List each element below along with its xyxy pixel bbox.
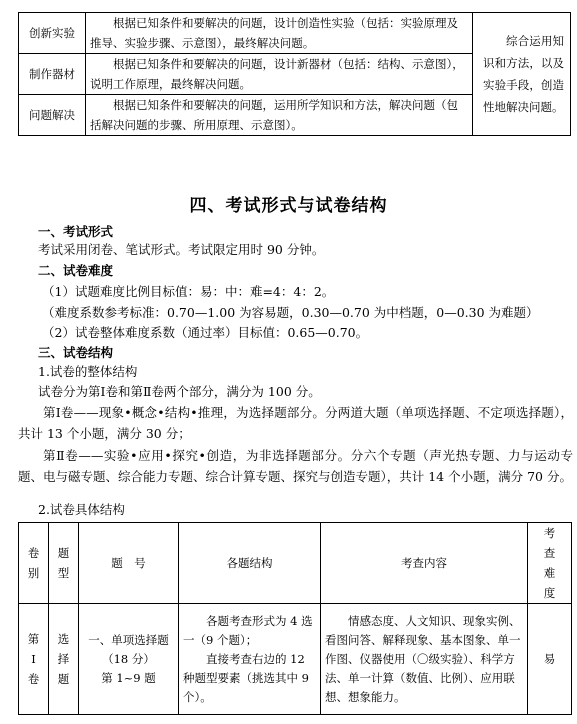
structure-text: 直接考查右边的 12 种题型要素（挑选其中 9 个）。 [183, 651, 309, 704]
volume-cell: 第Ⅰ卷 [19, 604, 49, 715]
subsection-heading: 2.试卷具体结构 [38, 502, 125, 517]
competency-table [18, 12, 571, 136]
part1-text: 第Ⅰ卷——现象•概念•结构•推理，为选择题部分。分两道大题（单项选择题、不定项选择题），共计 13 个小题，满分 30 分； [18, 405, 573, 441]
header-cell: 题 号 [79, 523, 179, 604]
goal-cell: 综合运用知识和方法，以及实验手段，创造性地解决问题。 [473, 13, 571, 136]
number-line: 一、单项选择题 [88, 632, 169, 647]
header-cell: 各题结构 [179, 523, 321, 604]
structure-cell [179, 604, 321, 715]
category-cell: 问题解决 [19, 95, 86, 136]
header-cell: 考查内容 [321, 523, 528, 604]
subsection-heading: 1.试卷的整体结构 [38, 364, 138, 379]
description-cell: 根据已知条件和要解决的问题，运用所学知识和方法，解决问题（包括解决问题的步骤、所用原理、示意图）。 [86, 95, 473, 136]
description-cell: 根据已知条件和要解决的问题，设计新器材（包括：结构、示意图），说明工作原理，最终解决问题。 [86, 54, 473, 95]
number-line: 第 1~9 题 [101, 670, 156, 685]
paper-structure-table [18, 522, 572, 715]
overall-difficulty-text: （2）试卷整体难度系数（通过率）目标值：0.65—0.70。 [42, 325, 369, 340]
difficulty-standard-text: （难度系数参考标准：0.70—1.00 为容易题，0.30—0.70 为中档题，0—0.30 为难题） [42, 305, 539, 320]
header-cell: 题型 [49, 523, 79, 604]
table-row [19, 13, 571, 54]
number-line: （18 分） [102, 651, 155, 666]
section-heading: 一、考试形式 [38, 224, 114, 239]
type-cell: 选择题 [49, 604, 79, 715]
difficulty-cell: 易 [528, 604, 572, 715]
header-cell: 卷别 [19, 523, 49, 604]
overall-structure-text: 试卷分为第Ⅰ卷和第Ⅱ卷两个部分，满分为 100 分。 [38, 384, 321, 399]
content-cell: 情感态度、人文知识、现象实例、看图问答、解释现象、基本图象、单一作图、仪器使用（〇级实验）、科学方法、单一计算（数值、比例）、应用联想、想象能力。 [321, 604, 528, 715]
exam-format-text: 考试采用闭卷、笔试形式。考试限定用时 90 分钟。 [38, 242, 325, 257]
section-heading: 三、试卷结构 [38, 345, 114, 360]
category-cell: 创新实验 [19, 13, 86, 54]
header-cell: 考查难度 [528, 523, 572, 604]
difficulty-ratio-text: （1）试题难度比例目标值：易：中：难=4：4：2。 [42, 284, 335, 299]
structure-text: 各题考查形式为 4 选一（9 个题）； [183, 613, 313, 647]
number-cell [79, 604, 179, 715]
category-cell: 制作器材 [19, 54, 86, 95]
table-row [19, 604, 572, 715]
part2-text: 第Ⅱ卷——实验•应用•探究•创造，为非选择题部分。分六个专题（声光热专题、力与运动专题、电与磁专题、综合能力专题、综合计算专题、探究与创造专题），共计 14 个小题，满分 70 分。 [18, 448, 573, 484]
table-header-row [19, 523, 572, 604]
description-cell: 根据已知条件和要解决的问题，设计创造性实验（包括：实验原理及推导、实验步骤、示意图），最终解决问题。 [86, 13, 473, 54]
section-heading: 二、试卷难度 [38, 263, 114, 278]
section-title: 四、考试形式与试卷结构 [189, 196, 388, 216]
